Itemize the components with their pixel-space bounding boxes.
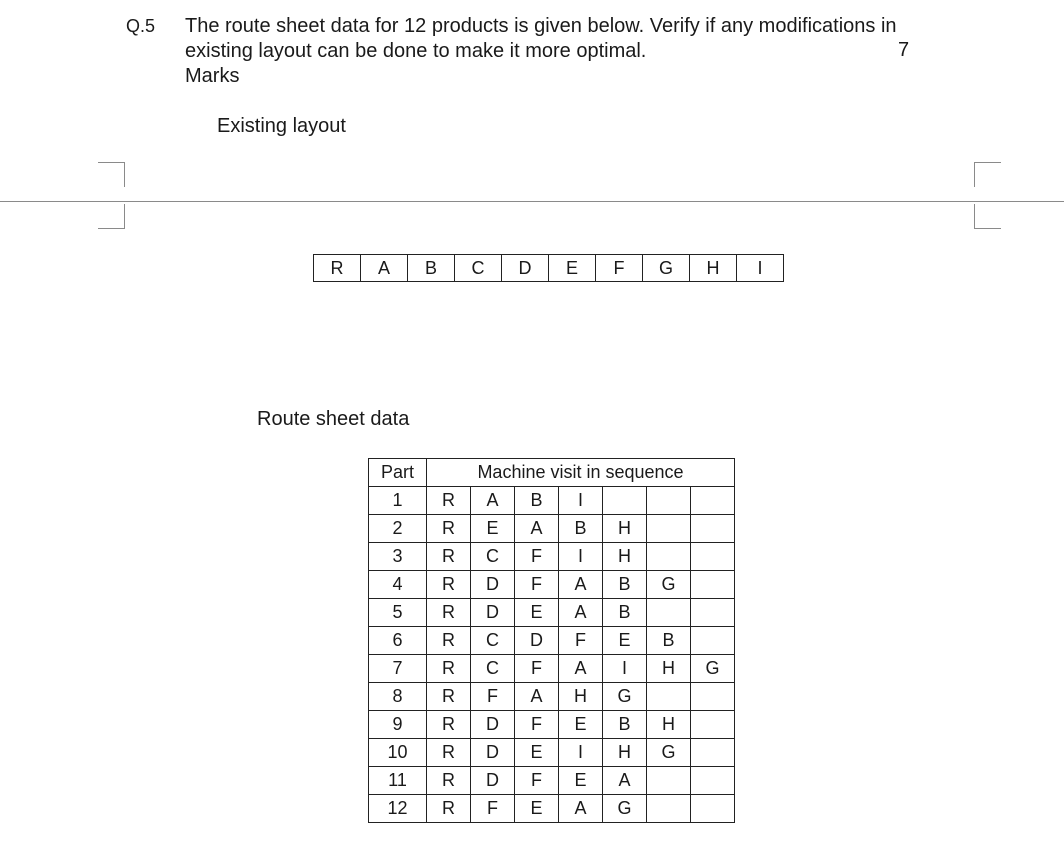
route-table-body: [369, 487, 735, 823]
machine-cell: A: [559, 599, 603, 627]
machine-cell: F: [471, 795, 515, 823]
table-row: [369, 767, 735, 795]
existing-layout-strip: [313, 254, 784, 282]
question-number: Q.5: [126, 16, 156, 36]
machine-cell: E: [515, 795, 559, 823]
part-number-cell: 7: [369, 655, 427, 683]
machine-cell: I: [603, 655, 647, 683]
part-number-cell: 4: [369, 571, 427, 599]
machine-cell: A: [559, 795, 603, 823]
layout-cell: I: [737, 255, 784, 282]
machine-cell: [691, 739, 735, 767]
layout-cell: H: [690, 255, 737, 282]
part-number-cell: 11: [369, 767, 427, 795]
table-row: [369, 599, 735, 627]
layout-cell: G: [643, 255, 690, 282]
machine-cell: [647, 487, 691, 515]
part-number-cell: 10: [369, 739, 427, 767]
machine-cell: H: [559, 683, 603, 711]
machine-cell: R: [427, 627, 471, 655]
crop-mark-top-left: [98, 162, 125, 187]
part-number-cell: 1: [369, 487, 427, 515]
machine-cell: B: [603, 571, 647, 599]
machine-cell: E: [559, 767, 603, 795]
machine-cell: G: [691, 655, 735, 683]
marks-value: 7: [898, 39, 910, 61]
machine-cell: I: [559, 543, 603, 571]
layout-cell: E: [549, 255, 596, 282]
part-number-cell: 8: [369, 683, 427, 711]
machine-cell: [691, 711, 735, 739]
table-row: [369, 683, 735, 711]
crop-mark-bottom-left: [98, 204, 125, 229]
machine-cell: E: [559, 711, 603, 739]
machine-cell: F: [515, 655, 559, 683]
table-row: [369, 627, 735, 655]
layout-cell: A: [361, 255, 408, 282]
machine-cell: R: [427, 683, 471, 711]
machine-cell: A: [559, 571, 603, 599]
machine-cell: E: [603, 627, 647, 655]
machine-cell: F: [515, 571, 559, 599]
machine-cell: R: [427, 487, 471, 515]
machine-cell: [691, 487, 735, 515]
machine-cell: C: [471, 655, 515, 683]
table-row: [369, 571, 735, 599]
crop-mark-top-right: [974, 162, 1001, 187]
machine-cell: F: [559, 627, 603, 655]
machine-cell: A: [603, 767, 647, 795]
machine-cell: [647, 543, 691, 571]
page-divider: [0, 201, 1064, 202]
part-number-cell: 5: [369, 599, 427, 627]
machine-cell: R: [427, 767, 471, 795]
machine-cell: [691, 767, 735, 795]
route-sheet-table: [368, 458, 735, 823]
machine-cell: R: [427, 543, 471, 571]
machine-cell: H: [603, 515, 647, 543]
machine-cell: [603, 487, 647, 515]
table-row: [369, 487, 735, 515]
machine-cell: F: [471, 683, 515, 711]
machine-cell: [647, 795, 691, 823]
table-row: [369, 795, 735, 823]
machine-cell: F: [515, 543, 559, 571]
machine-cell: G: [647, 739, 691, 767]
table-header-row: [369, 459, 735, 487]
machine-cell: D: [515, 627, 559, 655]
route-sheet-heading: Route sheet data: [257, 408, 410, 430]
machine-cell: [691, 683, 735, 711]
machine-cell: R: [427, 515, 471, 543]
machine-cell: [647, 683, 691, 711]
machine-cell: F: [515, 767, 559, 795]
machine-cell: A: [471, 487, 515, 515]
machine-cell: G: [603, 683, 647, 711]
layout-cell: B: [408, 255, 455, 282]
machine-cell: [691, 599, 735, 627]
table-row: [369, 739, 735, 767]
part-number-cell: 12: [369, 795, 427, 823]
machine-cell: E: [515, 599, 559, 627]
machine-cell: F: [515, 711, 559, 739]
machine-cell: C: [471, 543, 515, 571]
crop-mark-bottom-right: [974, 204, 1001, 229]
machine-cell: D: [471, 571, 515, 599]
table-row: [369, 711, 735, 739]
layout-cell: D: [502, 255, 549, 282]
table-row: [369, 543, 735, 571]
machine-cell: [691, 571, 735, 599]
machine-cell: [691, 795, 735, 823]
marks-label: Marks: [185, 65, 240, 87]
machine-cell: H: [603, 543, 647, 571]
part-number-cell: 6: [369, 627, 427, 655]
machine-cell: R: [427, 711, 471, 739]
machine-cell: R: [427, 571, 471, 599]
machine-cell: D: [471, 711, 515, 739]
machine-cell: I: [559, 487, 603, 515]
machine-cell: H: [603, 739, 647, 767]
table-row: [369, 515, 735, 543]
machine-cell: B: [603, 711, 647, 739]
machine-cell: E: [471, 515, 515, 543]
question-line-2: existing layout can be done to make it more optimal.: [185, 40, 647, 62]
machine-cell: [691, 627, 735, 655]
machine-cell: G: [603, 795, 647, 823]
machine-cell: B: [515, 487, 559, 515]
existing-layout-heading: Existing layout: [217, 115, 346, 137]
machine-cell: [647, 767, 691, 795]
part-number-cell: 3: [369, 543, 427, 571]
machine-cell: R: [427, 655, 471, 683]
machine-cell: B: [647, 627, 691, 655]
layout-row: [314, 255, 784, 282]
machine-cell: H: [647, 711, 691, 739]
machine-cell: [647, 599, 691, 627]
machine-cell: I: [559, 739, 603, 767]
machine-cell: R: [427, 739, 471, 767]
machine-cell: A: [515, 683, 559, 711]
machine-cell: R: [427, 599, 471, 627]
header-machine-sequence: Machine visit in sequence: [427, 459, 735, 487]
machine-cell: E: [515, 739, 559, 767]
machine-cell: [691, 543, 735, 571]
part-number-cell: 2: [369, 515, 427, 543]
table-row: [369, 655, 735, 683]
machine-cell: D: [471, 599, 515, 627]
part-number-cell: 9: [369, 711, 427, 739]
machine-cell: [647, 515, 691, 543]
layout-cell: R: [314, 255, 361, 282]
machine-cell: R: [427, 795, 471, 823]
machine-cell: B: [603, 599, 647, 627]
machine-cell: D: [471, 767, 515, 795]
question-text: [185, 14, 985, 89]
machine-cell: B: [559, 515, 603, 543]
layout-cell: F: [596, 255, 643, 282]
layout-cell: C: [455, 255, 502, 282]
machine-cell: H: [647, 655, 691, 683]
machine-cell: G: [647, 571, 691, 599]
machine-cell: C: [471, 627, 515, 655]
question-line-1: The route sheet data for 12 products is given below. Verify if any modifications in: [185, 15, 897, 37]
machine-cell: D: [471, 739, 515, 767]
header-part: Part: [369, 459, 427, 487]
machine-cell: [691, 515, 735, 543]
machine-cell: A: [515, 515, 559, 543]
machine-cell: A: [559, 655, 603, 683]
